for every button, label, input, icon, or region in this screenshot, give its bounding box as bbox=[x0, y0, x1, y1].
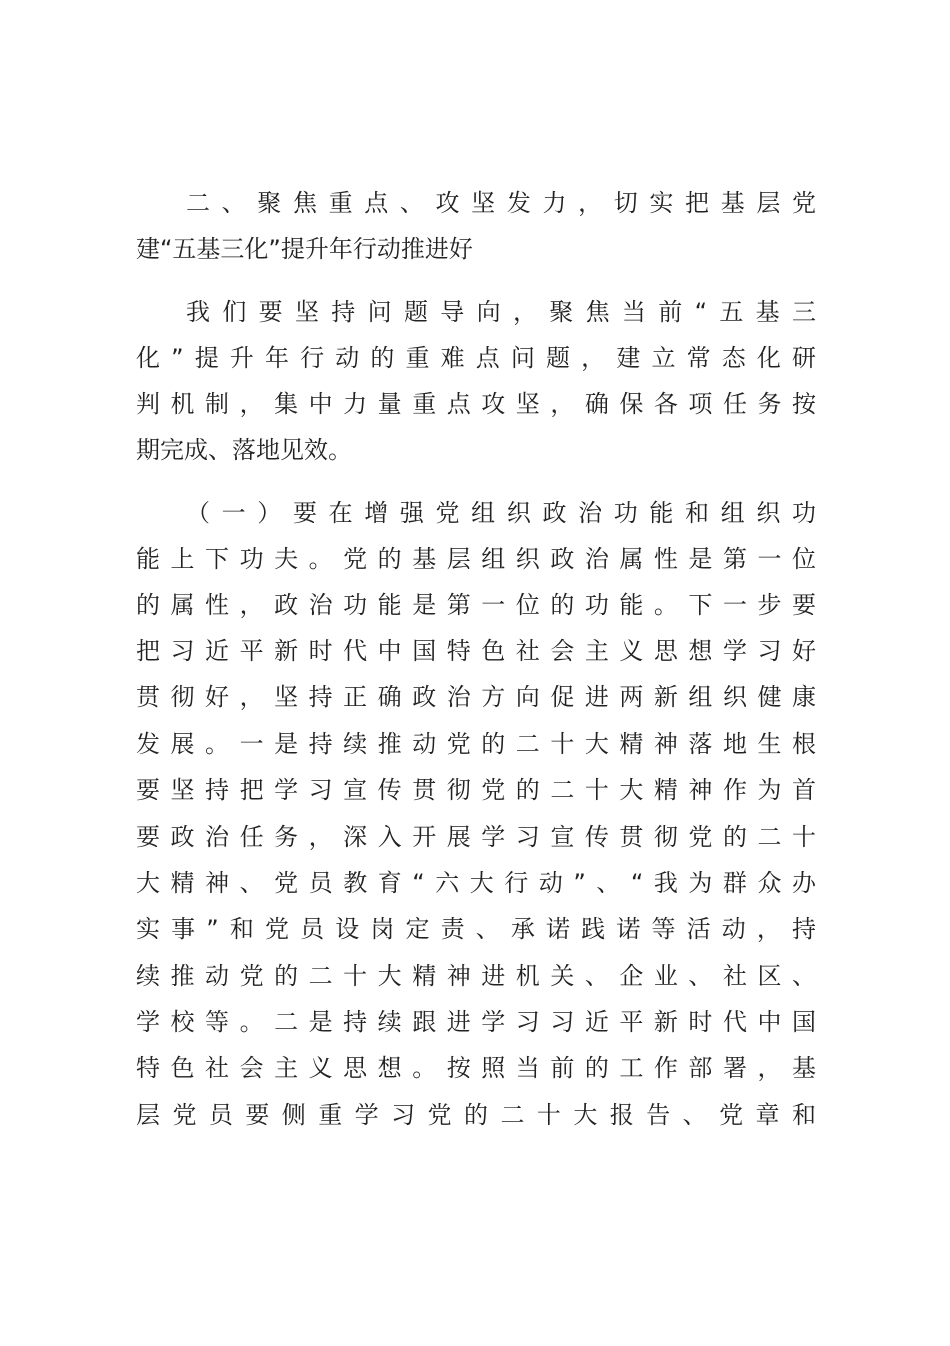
paragraph-line: 贯彻好，坚持正确政治方向促进两新组织健康 bbox=[136, 683, 816, 711]
paragraph-line: 能上下功夫。党的基层组织政治属性是第一位 bbox=[136, 545, 816, 573]
paragraph-line: 把习近平新时代中国特色社会主义思想学习好 bbox=[136, 637, 816, 665]
paragraph-line: 要政治任务，深入开展学习宣传贯彻党的二十 bbox=[136, 823, 816, 851]
paragraph-line: 化”提升年行动的重难点问题，建立常态化研 bbox=[136, 344, 816, 372]
paragraph-line: 学校等。二是持续跟进学习习近平新时代中国 bbox=[136, 1008, 816, 1036]
paragraph-line: 大精神、党员教育“六大行动”、“我为群众办 bbox=[136, 869, 816, 897]
paragraph-line: 发展。一是持续推动党的二十大精神落地生根 bbox=[136, 730, 816, 758]
paragraph-line: 要坚持把学习宣传贯彻党的二十大精神作为首 bbox=[136, 776, 816, 804]
heading-line: 二、聚焦重点、攻坚发力，切实把基层党 bbox=[186, 189, 816, 217]
heading-line: 建“五基三化”提升年行动推进好 bbox=[136, 235, 473, 263]
paragraph-line: 特色社会主义思想。按照当前的工作部署，基 bbox=[136, 1054, 816, 1082]
paragraph-line: 的属性，政治功能是第一位的功能。下一步要 bbox=[136, 591, 816, 619]
paragraph-line: 层党员要侧重学习党的二十大报告、党章和 bbox=[136, 1101, 816, 1129]
paragraph-line: 我们要坚持问题导向，聚焦当前“五基三 bbox=[186, 298, 816, 326]
paragraph-line: 续推动党的二十大精神进机关、企业、社区、 bbox=[136, 962, 816, 990]
paragraph-line: 实事”和党员设岗定责、承诺践诺等活动，持 bbox=[136, 915, 816, 943]
paragraph-line: 判机制，集中力量重点攻坚，确保各项任务按 bbox=[136, 390, 816, 418]
paragraph-line: （一）要在增强党组织政治功能和组织功 bbox=[186, 499, 816, 527]
paragraph-line: 期完成、落地见效。 bbox=[136, 436, 352, 464]
